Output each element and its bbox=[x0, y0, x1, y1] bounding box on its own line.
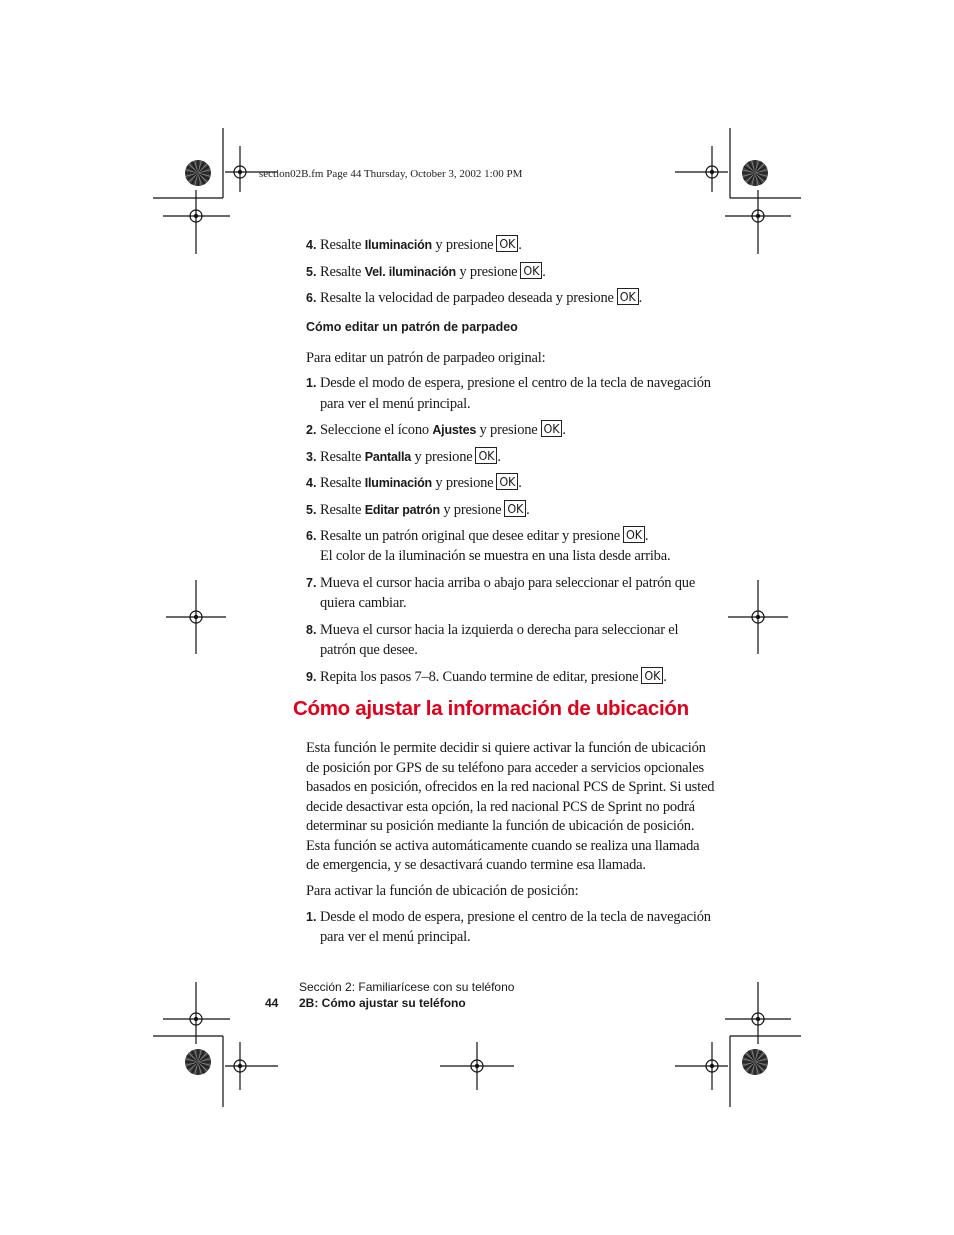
ok-key-icon: OK bbox=[617, 288, 639, 305]
list-item: Desde el modo de espera, presione el centro de la tecla de navegación bbox=[320, 375, 711, 391]
list-item: Desde el modo de espera, presione el centro de la tecla de navegación bbox=[320, 909, 711, 925]
list-item: Repita los pasos 7–8. Cuando termine de editar, presione OK . bbox=[320, 668, 667, 685]
paragraph-line: basados en posición, ofrecidos en la red nacional PCS de Sprint. Si usted bbox=[306, 779, 715, 795]
section-heading: Cómo ajustar la información de ubicación bbox=[293, 697, 689, 720]
ok-key-icon: OK bbox=[541, 420, 563, 437]
paragraph-line: Esta función le permite decidir si quiere activar la función de ubicación bbox=[306, 740, 706, 756]
ok-key-icon: OK bbox=[475, 447, 497, 464]
ok-key-icon: OK bbox=[496, 235, 518, 252]
step-number: 1. bbox=[306, 376, 317, 390]
list-item: Mueva el cursor hacia la izquierda o derecha para seleccionar el bbox=[320, 622, 679, 638]
list-item: Resalte la velocidad de parpadeo deseada y presione OK . bbox=[320, 289, 643, 306]
intro-text: Para activar la función de ubicación de posición: bbox=[306, 883, 579, 899]
file-metadata-header: section02B.fm Page 44 Thursday, October 3, 2002 1:00 PM bbox=[259, 168, 523, 180]
footer-page-number: 44 bbox=[265, 996, 279, 1010]
list-item-continuation: El color de la iluminación se muestra en una lista desde arriba. bbox=[320, 548, 671, 564]
list-item-continuation: para ver el menú principal. bbox=[320, 396, 471, 412]
ok-key-icon: OK bbox=[641, 667, 663, 684]
ok-key-icon: OK bbox=[504, 500, 526, 517]
list-item: Resalte un patrón original que desee editar y presione OK . bbox=[320, 527, 649, 544]
paragraph-line: Esta función se activa automáticamente cuando se realiza una llamada bbox=[306, 838, 700, 854]
ok-key-icon: OK bbox=[623, 526, 645, 543]
ok-key-icon: OK bbox=[496, 473, 518, 490]
step-number: 5. bbox=[306, 503, 317, 517]
paragraph-line: determinar su posición mediante la función de ubicación de posición. bbox=[306, 818, 695, 834]
step-number: 7. bbox=[306, 576, 317, 590]
list-item: Resalte Vel. iluminación y presione OK . bbox=[320, 263, 546, 280]
footer-chapter-title: 2B: Cómo ajustar su teléfono bbox=[299, 996, 466, 1010]
list-item-continuation: quiera cambiar. bbox=[320, 595, 407, 611]
list-item: Resalte Editar patrón y presione OK . bbox=[320, 501, 530, 518]
step-number: 2. bbox=[306, 423, 317, 437]
step-number: 4. bbox=[306, 476, 317, 490]
paragraph-line: de emergencia, y se desactivará cuando termine esa llamada. bbox=[306, 857, 646, 873]
step-number: 3. bbox=[306, 450, 317, 464]
list-item-continuation: patrón que desee. bbox=[320, 642, 418, 658]
step-number: 6. bbox=[306, 529, 317, 543]
list-item: Seleccione el ícono Ajustes y presione OK . bbox=[320, 421, 566, 438]
list-item-continuation: para ver el menú principal. bbox=[320, 929, 471, 945]
step-number: 5. bbox=[306, 265, 317, 279]
step-number: 1. bbox=[306, 910, 317, 924]
footer-section-title: Sección 2: Familiarícese con su teléfono bbox=[299, 980, 515, 994]
step-number: 6. bbox=[306, 291, 317, 305]
ok-key-icon: OK bbox=[520, 262, 542, 279]
list-item: Mueva el cursor hacia arriba o abajo para seleccionar el patrón que bbox=[320, 575, 696, 591]
list-item: Resalte Pantalla y presione OK . bbox=[320, 448, 501, 465]
subheading: Cómo editar un patrón de parpadeo bbox=[306, 320, 518, 334]
intro-text: Para editar un patrón de parpadeo original: bbox=[306, 350, 546, 366]
step-number: 8. bbox=[306, 623, 317, 637]
paragraph-line: decide desactivar esta opción, la red nacional PCS de Sprint no podrá bbox=[306, 799, 695, 815]
paragraph-line: de posición por GPS de su teléfono para acceder a servicios opcionales bbox=[306, 760, 704, 776]
list-item: Resalte Iluminación y presione OK . bbox=[320, 236, 522, 253]
step-number: 9. bbox=[306, 670, 317, 684]
list-item: Resalte Iluminación y presione OK . bbox=[320, 474, 522, 491]
step-number: 4. bbox=[306, 238, 317, 252]
